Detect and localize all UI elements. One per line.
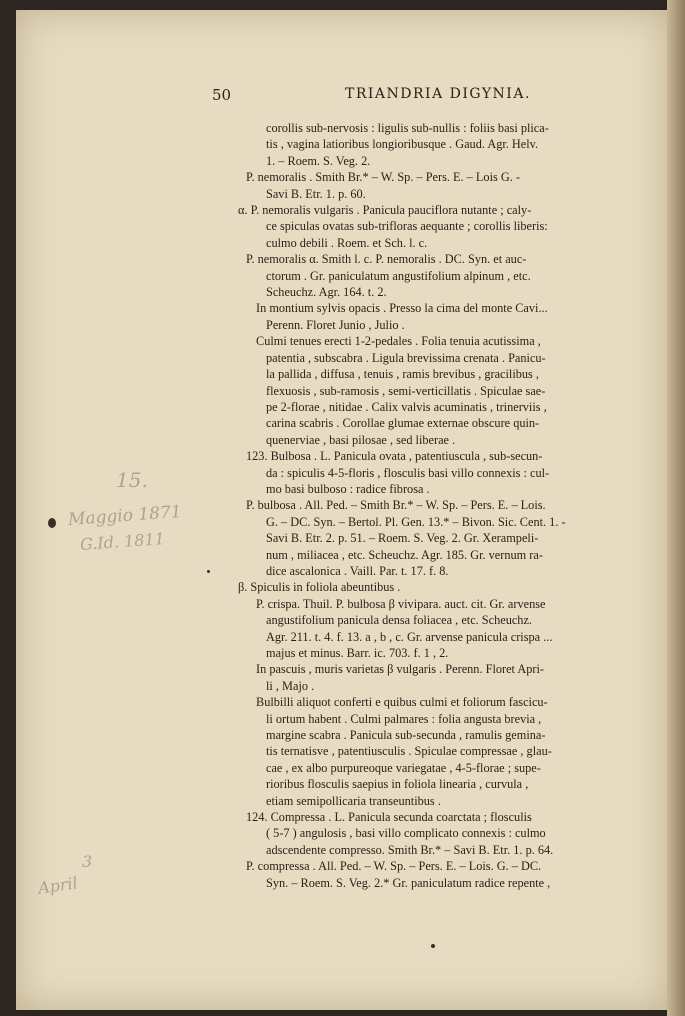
ink-spot bbox=[431, 944, 435, 948]
text-line: li , Majo . bbox=[266, 678, 315, 693]
text-line: adscendente compresso. Smith Br.* – Savi B. Etr. 1. p. 64. bbox=[266, 842, 554, 857]
text-line: G. – DC. Syn. – Bertol. Pl. Gen. 13.* – Bivon. Sic. Cent. 1. - bbox=[266, 514, 566, 529]
text-line: P. nemoralis . Smith Br.* – W. Sp. – Pers. E. – Lois G. - bbox=[246, 170, 520, 185]
text-line: 123. Bulbosa . L. Panicula ovata , patentiuscula , sub-secun- bbox=[246, 449, 543, 464]
ink-spot bbox=[207, 570, 210, 573]
margin-note: 3 bbox=[82, 852, 93, 871]
text-line: α. P. nemoralis vulgaris . Panicula pauciflora nutante ; caly- bbox=[238, 203, 532, 218]
page-number: 50 bbox=[212, 86, 232, 104]
text-line: Scheuchz. Agr. 164. t. 2. bbox=[266, 285, 387, 300]
text-line: tis ternatisve , patentiusculis . Spiculae compressae , glau- bbox=[266, 744, 552, 759]
ink-spot bbox=[48, 518, 56, 528]
text-line: Agr. 211. t. 4. f. 13. a , b , c. Gr. arvense panicula crispa ... bbox=[266, 629, 553, 644]
text-line: carina scabris . Corollae glumae externae obscure quin- bbox=[266, 416, 540, 431]
text-line: angustifolium panicula densa foliacea , etc. Scheuchz. bbox=[266, 613, 532, 628]
text-line: dice ascalonica . Vaill. Par. t. 17. f. 8. bbox=[266, 563, 449, 578]
body-text bbox=[228, 120, 668, 891]
text-line: Bulbilli aliquot conferti e quibus culmi et foliorum fascicu- bbox=[256, 695, 548, 710]
text-line: margine scabra . Panicula sub-secunda , ramulis gemina- bbox=[266, 728, 546, 743]
text-line: pe 2-florae , nitidae . Calix valvis acuminatis , trinerviis , bbox=[266, 399, 547, 414]
text-line: Savi B. Etr. 2. p. 51. – Roem. S. Veg. 2. Gr. Xerampeli- bbox=[266, 531, 539, 546]
text-line: da : spiculis 4-5-floris , flosculis basi villo connexis : cul- bbox=[266, 465, 550, 480]
margin-note: April bbox=[36, 873, 79, 898]
running-title: TRIANDRIA DIGYNIA. bbox=[345, 86, 531, 102]
text-line: ctorum . Gr. paniculatum angustifolium alpinum , etc. bbox=[266, 268, 531, 283]
text-line: la pallida , diffusa , tenuis , ramis brevibus , gracilibus , bbox=[266, 367, 539, 382]
text-line: flexuosis , sub-ramosis , semi-verticillatis . Spiculae sae- bbox=[266, 383, 546, 398]
text-line: P. crispa. Thuil. P. bulbosa β vivipara. auct. cit. Gr. arvense bbox=[256, 596, 546, 611]
text-line: 1. – Roem. S. Veg. 2. bbox=[266, 153, 371, 168]
text-line: majus et minus. Barr. ic. 703. f. 1 , 2. bbox=[266, 646, 449, 660]
text-line: li ortum habent . Culmi palmares : folia angusta brevia , bbox=[266, 711, 542, 726]
text-line: cae , ex albo purpureoque variegatae , 4-5-florae ; supe- bbox=[266, 760, 541, 775]
text-line: In pascuis , muris varietas β vulgaris . Perenn. Floret Apri- bbox=[256, 662, 545, 677]
text-line: rioribus flosculis saepius in foliola linearia , curvula , bbox=[266, 777, 529, 792]
text-line: tis , vagina latioribus longioribusque . Gaud. Agr. Helv. bbox=[266, 137, 539, 152]
text-line: Syn. – Roem. S. Veg. 2.* Gr. paniculatum radice repente , bbox=[266, 875, 551, 890]
text-line: P. nemoralis α. Smith l. c. P. nemoralis . DC. Syn. et auc- bbox=[246, 252, 527, 267]
text-line: Culmi tenues erecti 1-2-pedales . Folia tenuia acutissima , bbox=[256, 334, 541, 349]
text-line: quenerviae , basi pilosae , sed liberae . bbox=[266, 432, 456, 447]
text-line: P. bulbosa . All. Ped. – Smith Br.* – W. Sp. – Pers. E. – Lois. bbox=[246, 498, 546, 513]
text-line: Savi B. Etr. 1. p. 60. bbox=[266, 186, 366, 201]
text-line: corollis sub-nervosis : ligulis sub-nullis : foliis basi plica- bbox=[266, 121, 549, 135]
margin-note: G.Id. 1811 bbox=[79, 529, 166, 554]
text-line: mo basi bulboso : radice fibrosa . bbox=[266, 481, 430, 496]
text-line: patentia , subscabra . Ligula brevissima crenata . Panicu- bbox=[266, 350, 546, 365]
text-line: Perenn. Floret Junio , Julio . bbox=[266, 317, 405, 332]
text-line: ce spiculas ovatas sub-trifloras aequante ; corollis liberis: bbox=[266, 219, 548, 234]
text-line: In montium sylvis opacis . Presso la cima del monte Cavi... bbox=[256, 301, 548, 316]
page-edge bbox=[667, 0, 685, 1016]
book-page bbox=[16, 10, 668, 1010]
text-line: 124. Compressa . L. Panicula secunda coarctata ; flosculis bbox=[246, 810, 532, 825]
margin-note: 15. bbox=[116, 468, 148, 492]
text-line: β. Spiculis in foliola abeuntibus . bbox=[238, 580, 401, 595]
text-line: etiam semipollicaria transeuntibus . bbox=[266, 793, 441, 808]
margin-note: Maggio 1871 bbox=[67, 502, 183, 530]
text-line: ( 5-7 ) angulosis , basi villo complicato connexis : culmo bbox=[266, 826, 546, 841]
text-line: num , miliacea , etc. Scheuchz. Agr. 185. Gr. vernum ra- bbox=[266, 547, 543, 562]
text-line: culmo debili . Roem. et Sch. l. c. bbox=[266, 235, 428, 250]
text-line: P. compressa . All. Ped. – W. Sp. – Pers. E. – Lois. G. – DC. bbox=[246, 859, 542, 874]
